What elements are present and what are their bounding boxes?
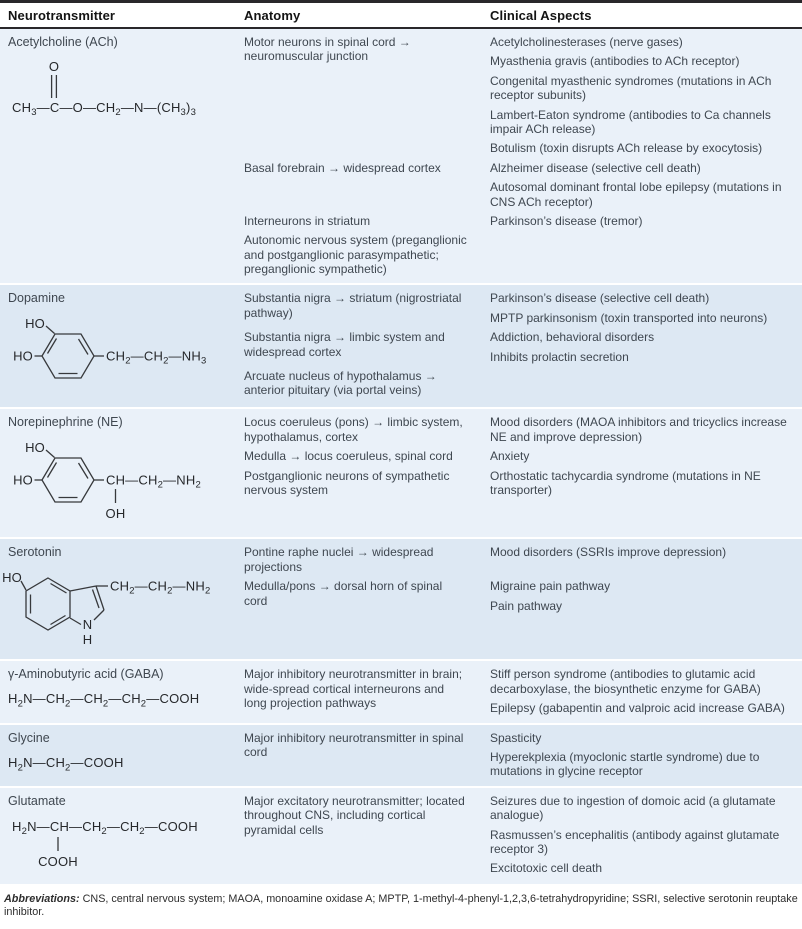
neurotransmitter-name: γ-Aminobutyric acid (GABA) [8,667,164,682]
clinical-item: Hyperekplexia (myoclonic startle syndrome) due to mutations in glycine receptor [490,750,760,779]
table-body [0,29,802,886]
clinical-item: Excitotoxic cell death [490,861,603,876]
clinical-item: Parkinson’s disease (selective cell death) [490,291,710,306]
clinical-item: Pain pathway [490,598,563,613]
double-bond [51,616,66,625]
hydroxyl-label: HO [2,570,22,586]
anatomy-clinical-area [236,666,802,715]
chain-formula: $CH_3—C—O—CH_2—N—(CH_3)_3$ [12,100,197,118]
hydroxyl-left-label: HO [13,472,33,488]
chain-formula: $CH_2—CH_2—NH_3$ [106,348,207,367]
anatomy-clinical-area [236,34,802,276]
double-bond [48,463,57,478]
anatomy-cell [236,449,490,463]
carbonyl-oxygen-label: O [48,59,60,74]
row-section [236,545,802,574]
clinical-item: Lambert-Eaton syndrome (antibodies to Ca channels impair ACh release) [490,107,771,136]
table-row-glycine [0,725,802,788]
abbreviations-label: Abbreviations: [4,892,80,905]
clinical-item: Anxiety [490,449,530,464]
clinical-item: Inhibits prolactin secretion [490,349,629,364]
bond [46,326,55,334]
ring-nitrogen-label: N [82,617,93,633]
neurotransmitter-cell [0,34,236,276]
dopamine-structure [8,312,220,398]
anatomy-cell [236,794,490,876]
neurotransmitter-cell [0,544,236,652]
chain-formula: $CH—CH_2—NH_2$ [106,472,201,491]
clinical-item: Mood disorders (SSRIs improve depression) [490,545,727,560]
clinical-cell [490,415,802,444]
bond [70,618,81,625]
glutamate-structure [8,815,208,875]
hydroxyl-top-label: HO [25,316,45,332]
neurotransmitter-cell [0,730,236,779]
row-section [236,667,802,715]
table-row-dopamine [0,285,802,409]
anatomy-cell [236,731,490,779]
clinical-item: Spasticity [490,730,542,745]
hydroxyl-top-label: HO [25,440,45,456]
neurotransmitter-name: Dopamine [8,291,65,306]
clinical-cell [490,545,802,574]
anatomy-clinical-area [236,290,802,400]
table-row-ach [0,29,802,285]
anatomy-cell [236,369,490,398]
anatomy-cell [236,545,490,574]
clinical-item: Myasthenia gravis (antibodies to ACh receptor) [490,54,740,69]
column-header-clinical-aspects: Clinical Aspects [490,8,592,23]
clinical-cell [490,794,802,876]
clinical-item: Acetylcholinesterases (nerve gases) [490,35,683,49]
ring-nh-hydrogen-label: H [82,632,93,648]
neurotransmitter-cell [0,793,236,877]
double-bond [79,339,89,355]
column-header-anatomy: Anatomy [244,8,301,23]
column-header-neurotransmitter: Neurotransmitter [8,8,116,23]
anatomy-clinical-area [236,544,802,652]
clinical-item: Orthostatic tachycardia syndrome (mutations in NE transporter) [490,468,761,498]
clinical-cell [490,731,802,779]
clinical-cell [490,330,802,364]
table-row-glutamate [0,788,802,886]
neurotransmitter-name: Serotonin [8,545,62,560]
row-section [236,330,802,364]
row-section [236,161,802,209]
row-section [236,214,802,228]
anatomy-item: Substantia nigra → limbic system and widespread cortex [244,330,445,359]
table-row-serotonin [0,539,802,661]
clinical-cell [490,469,802,498]
abbreviations-footnote [0,886,802,929]
chain-formula: $CH_2—CH_2—NH_2$ [110,578,211,597]
clinical-item: Congenital myasthenic syndromes (mutations in ACh receptor subunits) [490,73,772,103]
norepinephrine-structure [8,436,220,528]
double-bond [79,463,89,479]
row-section [236,449,802,463]
neurotransmitter-cell [0,290,236,400]
row-section [236,731,802,779]
clinical-item: Botulism (toxin disrupts ACh release by exocytosis) [490,141,763,156]
row-section [236,415,802,444]
anatomy-item: Major inhibitory neurotransmitter in brain; wide-spread cortical interneurons and long projection pathways [244,667,463,711]
anatomy-item: Major inhibitory neurotransmitter in spinal cord [244,730,464,760]
clinical-cell [490,233,802,276]
anatomy-item: Pontine raphe nuclei → widespread projections [244,545,434,574]
table-header [0,0,802,29]
clinical-item: Epilepsy (gabapentin and valproic acid increase GABA) [490,701,785,716]
abbreviations-text: CNS, central nervous system; MAOA, monoamine oxidase A; MPTP, 1-methyl-4-phenyl-1,2,3,6-tetrahydropyridine; SSRI, selective serotonin reuptake inhibitor. [4,892,798,919]
clinical-item: MPTP parkinsonism (toxin transported into neurons) [490,310,768,325]
neurotransmitter-cell [0,414,236,530]
clinical-cell [490,161,802,209]
benzene-ring [26,578,70,630]
row-section [236,291,802,325]
clinical-item: Addiction, behavioral disorders [490,330,655,345]
neurotransmitter-name: Acetylcholine (ACh) [8,35,118,49]
anatomy-item: Medulla → locus coeruleus, spinal cord [244,449,453,464]
clinical-cell [490,214,802,228]
anatomy-item: Basal forebrain → widespread cortex [244,160,441,175]
anatomy-cell [236,667,490,715]
anatomy-cell [236,415,490,444]
clinical-item: Parkinson’s disease (tremor) [490,213,643,228]
clinical-item: Seizures due to ingestion of domoic acid (a glutamate analogue) [490,793,776,823]
row-section [236,469,802,498]
chain-formula: $H_2N—CH—CH_2—CH_2—COOH$ [12,818,198,837]
clinical-cell [490,291,802,325]
bond [96,586,104,610]
clinical-cell [490,667,802,715]
anatomy-item: Interneurons in striatum [244,213,371,228]
anatomy-item: Autonomic nervous system (preganglionic and postganglionic parasympathetic; preganglionic sympathetic) [244,233,467,277]
bond [46,450,55,458]
table-row-norepinephrine [0,409,802,539]
benzene-ring [42,334,94,378]
clinical-cell [490,369,802,398]
anatomy-item: Substantia nigra → striatum (nigrostriatal pathway) [244,291,462,320]
anatomy-clinical-area [236,730,802,779]
clinical-item: Migraine pain pathway [490,579,611,594]
bond [21,581,26,590]
row-section [236,794,802,876]
row-section [236,369,802,398]
anatomy-cell [236,330,490,364]
neurotransmitter-name: Glycine [8,730,50,745]
anatomy-item: Postganglionic neurons of sympathetic nervous system [244,468,450,498]
clinical-item: Rasmussen’s encephalitis (antibody against glutamate receptor 3) [490,827,780,856]
anatomy-cell [236,579,490,613]
clinical-item: Alzheimer disease (selective cell death) [490,160,701,175]
anatomy-item: Locus coeruleus (pons) → limbic system, hypothalamus, cortex [244,415,463,444]
row-section [236,579,802,613]
double-bond [48,339,57,354]
acetylcholine-structure [8,56,208,118]
hydroxyl-below-label: OH [105,506,126,522]
serotonin-structure [2,566,224,650]
hydroxyl-left-label: HO [13,348,33,364]
clinical-item: Stiff person syndrome (antibodies to glutamic acid decarboxylase, the biosynthetic enzyme for GABA) [490,667,761,696]
bond [94,610,104,620]
anatomy-cell [236,291,490,325]
clinical-cell [490,579,802,613]
anatomy-clinical-area [236,414,802,530]
clinical-cell [490,35,802,156]
clinical-item: Mood disorders (MAOA inhibitors and tricyclics increase NE and improve depression) [490,415,787,444]
anatomy-item: Motor neurons in spinal cord → neuromuscular junction [244,35,411,64]
anatomy-cell [236,469,490,498]
anatomy-cell [236,161,490,209]
row-section [236,233,802,276]
neurotransmitter-name: Glutamate [8,793,66,808]
anatomy-clinical-area [236,793,802,877]
clinical-cell [490,449,802,463]
table-row-gaba [0,661,802,724]
anatomy-item: Medulla/pons → dorsal horn of spinal cord [244,579,443,608]
anatomy-cell [236,214,490,228]
neurotransmitter-cell [0,666,236,715]
clinical-item: Autosomal dominant frontal lobe epilepsy (mutations in CNS ACh receptor) [490,180,782,209]
neurotransmitter-name: Norepinephrine (NE) [8,415,123,430]
anatomy-cell [236,233,490,276]
benzene-ring [42,458,94,502]
anatomy-cell [236,35,490,156]
glycine-structure: $H_2N—CH_2—COOH$ [8,754,124,774]
gaba-structure: $H_2N—CH_2—CH_2—CH_2—COOH$ [8,691,200,711]
anatomy-item: Arcuate nucleus of hypothalamus → anterior pituitary (via portal veins) [244,369,437,398]
carboxyl-below-label: COOH [38,853,78,869]
row-section [236,35,802,156]
anatomy-item: Major excitatory neurotransmitter; located throughout CNS, including cortical pyramidal cells [244,793,465,837]
